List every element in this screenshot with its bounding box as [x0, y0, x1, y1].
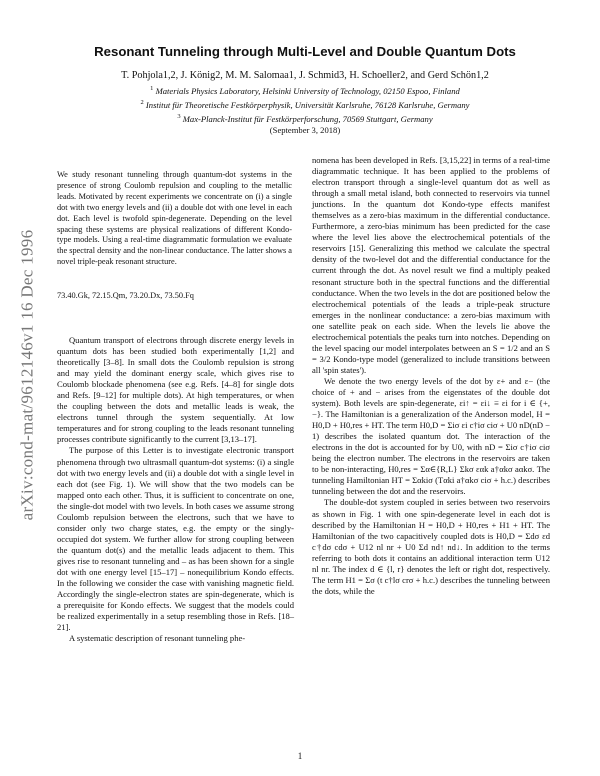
affiliation-3 [60, 111, 550, 125]
paper-title: Resonant Tunneling through Multi-Level and Double Quantum Dots [94, 44, 516, 59]
left-column [57, 335, 294, 644]
paragraph: Quantum transport of electrons through discrete energy levels in quantum dots has been studied both experimentally [1,2] and theoretically [3–8]. In small dots the Coulomb repulsion is strong and may yield the dominant energy scale, which gives rise to Coulomb blockade phenomena (see e.g. Refs. [4–8] for single dots and Refs. [9–12] for multiple dots). At high temperatures, or when the coupling between the dots and metallic leads is weak, the electrons tunnel through the system sequentially. At low temperatures and for strong coupling to the leads resonant tunneling processes contribute significantly to the current [3,13–17]. [57, 335, 294, 445]
affiliation-text: Institut für Theoretische Festkörperphysik, Universität Karlsruhe, 76128 Karlsruhe, Germany [145, 99, 470, 110]
affiliation-text: Materials Physics Laboratory, Helsinki University of Technology, 02150 Espoo, Finland [155, 85, 460, 96]
affiliation-2 [60, 97, 550, 111]
right-column [312, 155, 550, 597]
arxiv-stamp [14, 180, 40, 570]
affiliation-number: 2 [140, 98, 144, 106]
paper-header [60, 44, 550, 136]
abstract: We study resonant tunneling through quantum-dot systems in the presence of strong Coulomb repulsion and coupling to the metallic leads. Motivated by recent experiments we concentrate on (i) a single dot with two energy levels and (ii) a double dot with one level in each dot. Each level is twofold spin-degenerate. Depending on the level spacing these systems are physical realizations of different Kondo-type models. Using a real-time diagrammatic formulation we evaluate the spectral density and the non-linear conductance. The latter shows a novel triple-peak resonant structure. [57, 170, 292, 267]
page-number: 1 [297, 751, 303, 761]
affiliation-number: 3 [177, 112, 181, 120]
paragraph: A systematic description of resonant tunneling phe- [69, 633, 246, 644]
pacs-numbers: 73.40.Gk, 72.15.Qm, 73.20.Dx, 73.50.Fq [57, 291, 194, 300]
author-list: T. Pohjola1,2, J. König2, M. M. Salomaa1, J. Schmid3, H. Schoeller2, and Gerd Schön1,2 [121, 70, 489, 81]
paragraph: The purpose of this Letter is to investigate electronic transport phenomena through two ultrasmall quantum-dot systems: (i) a single dot with two energy levels and (ii) a double dot with a single level in each dot (see Fig. 1). We will show that the two models can be mapped onto each other. Thus, it is sufficient to concentrate on one, the single-dot model with two levels. In both cases we assume strong Coulomb repulsion between the electrons, such that we have to consider only two charge states, e.g. the empty or the singly-occupied dot system. We further allow for strong coupling between the quantum dot(s) and the metallic leads adjacent to them. This gives rise to resonant tunneling and – as has been shown for a single dot with one energy level [15–17] – nonequilibrium Kondo effects. In the following we consider the case with vanishing magnetic field. Accordingly the single-electron states are spin-degenerate, which is a prerequisite for Kondo effects. We suggest that the models could be realized experimentally in a setup resembling those in Refs. [18–21]. [57, 445, 294, 633]
affiliation-number: 1 [150, 85, 154, 92]
paragraph: We denote the two energy levels of the dot by ε+ and ε− (the choice of + and − arises from the eigenstates of the double dot system). Both levels are spin-degenerate, εi↑ = εi↓ ≡ εi for i ∈ {+, −}. The Hamiltonian is a generalization of the Anderson model, H = H0,D + H0,res + HT. The term H0,D = Σiσ εi c†iσ ciσ + U0 nD(nD − 1) describes the isolated quantum dot. The interaction of the electrons in the dot is accounted for by U0, with nD = Σiσ c†iσ ciσ being the electron number. The electrons in the reservoirs are taken to be non-interacting, H0,res = Σα∈{R,L} Σkσ εαk a†αkσ aαkσ. The tunneling Hamiltonian HT = Σαkiσ (Tαki a†αkσ ciσ + h.c.) describes tunneling between the dot and the reservoirs. [312, 375, 550, 497]
affiliation-1 [60, 83, 550, 97]
paragraph: The double-dot system coupled in series between two reservoirs as shown in Fig. 1 with one spin-degenerate level in each dot is described by the Hamiltonian H = H0,D + H0,res + H1 + HT. The Hamiltonian of the two capacitively coupled dots is H0,D = Σdσ εd c†dσ cdσ + U12 nl nr + U0 Σd nd↑ nd↓. In addition to the terms referring to both dots it contains an additional interaction term U12 nl nr. The index d ∈ {l, r} denotes the left or right dot, respectively. The term H1 = Σσ (t c†lσ crσ + h.c.) describes the tunneling between the dots, while the [312, 497, 550, 596]
arxiv-stamp-text: arXiv:cond-mat/9612146v1 16 Dec 1996 [17, 229, 36, 521]
affiliation-text: Max-Planck-Institut für Festkörperforschung, 70569 Stuttgart, Germany [182, 113, 433, 124]
paper-date: (September 3, 2018) [269, 124, 341, 135]
paragraph: nomena has been developed in Refs. [3,15,22] in terms of a real-time diagrammatic technique. It has been applied to the problems of electron transport through a single-level quantum dot as well as through a small metal island, both connected to reservoirs via tunnel junctions. In the quantum dot Kondo-type effects manifest themselves as a zero-bias maximum in the differential conductance. Furthermore, a zero-bias minimum has been predicted for the case where the level lies above the electrochemical potentials of the reservoirs [15]. Generalizing this method we calculate the spectral density of the two-level dot and the differential conductance for the current through the dot. As novel result we find a multiply peaked resonant structure both in the spectral functions and the differential conductance. When the two levels in the dot are positioned below the electrochemical potentials of the leads a triple-peak structure emerges in the nonlinear conductance: a zero-bias maximum with one satellite peak on each side. When the levels lie above the electrochemical potentials the peaks turn into notches. Depending on the level spacing our model interpolates between an S = 1/2 and an S = 3/2 Kondo-type model (generalized to include transitions between all 'spin states'). [312, 155, 550, 375]
